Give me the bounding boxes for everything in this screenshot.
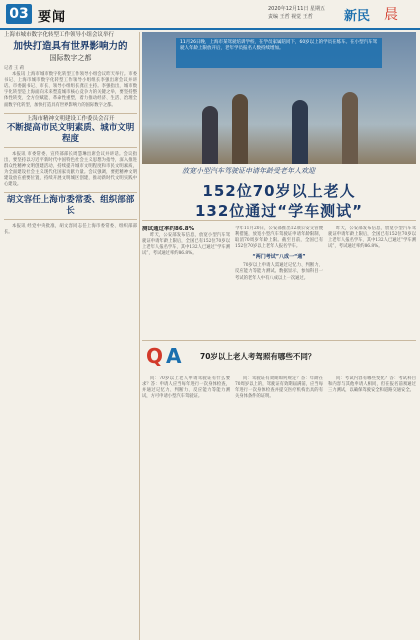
second-article-body: 本报讯 市委常委、宣传部部长周慧琳出席会议并讲话。会议指出，要坚持以习近平新时代中国特色社会主义思想为指导，深入推进群众性精神文明创建活动，持续提升城市文明程度和市民文明素质，为全面建设社会主义现代化国家贡献力量。会议强调，要把精神文明建设放在重要位置，持续开展文明城区创建，推动新时代文明实践中心建设。 xyxy=(4,151,137,188)
qa-column-1-text: 问：70岁以上老人申请驾驶证有什么要求？答：申请人应当每年进行一次身体检查，并通过记忆力、判断力、反应能力等能力测试，方可申请小型汽车驾驶证。 xyxy=(142,376,230,400)
feature-column-2 xyxy=(235,226,323,336)
feature-column-3-text: 昨天，公安部发布信息，放宽小型汽车驾驶证申请年龄上限后，全国已有152位70岁以上老年人报名学车，其中132人已通过“学车测试”，考试通过率约86.8%。 xyxy=(328,226,416,250)
feature-column-3 xyxy=(328,226,416,336)
third-article-headline: 胡文容任上海市委常委、组织部部长 xyxy=(6,195,135,217)
article-byline: 记者 王 莉 xyxy=(4,66,24,71)
qa-header xyxy=(142,340,416,373)
second-article-headline-box xyxy=(4,113,137,148)
qa-title: 70岁以上老人考驾照有哪些不同？ xyxy=(200,352,316,361)
page-number: 03 xyxy=(6,4,32,24)
feature-columns xyxy=(142,226,416,336)
article-body: 本报讯 上海市城市数字化转型工作领导小组会议昨天举行。市委书记、上海市城市数字化转型工作领导小组组长李强出席会议并讲话。市委副书记、市长、领导小组组长龚正主持。李强指出，城市数字化转型是上海面向未来塑造城市核心竞争力的关键之举，要坚持整体性转变、全方位赋能、革命性重塑，着力推动经济、生活、治理全面数字化转型，加快打造具有世界影响力的国际数字之都。 xyxy=(4,72,137,108)
logo-text: 新民 xyxy=(344,9,371,24)
feature-column-2-text: 70岁以上申请人需通过记忆力、判断力、反应能力等能力测试。数据显示，参加科目一考试的老年人中有八成以上一次通过。 xyxy=(235,263,323,281)
feature-tagline xyxy=(142,164,416,178)
article-kicker: 上海市城市数字化转型工作领导小组会议举行 xyxy=(4,32,115,38)
editor-line: 责编 王哲 视觉 王哲 xyxy=(268,14,313,20)
article-headline: 加快打造具有世界影响力的 xyxy=(13,41,128,52)
photo-figure xyxy=(202,106,218,164)
logo-mark: 晨 xyxy=(384,7,398,23)
feature-story xyxy=(142,32,416,640)
feature-column-1-text: 昨天，公安部发布信息，放宽小型汽车驾驶证申请年龄上限后，全国已有152位70岁以上老年人报名学车，其中132人已通过“学车测试”，考试通过率约86.8%。 xyxy=(142,233,230,257)
feature-column-1 xyxy=(142,226,230,336)
date-line: 2020年12月11日 星期五 xyxy=(268,6,326,12)
feature-rule xyxy=(142,220,416,221)
third-article-body: 本报讯 经党中央批准，胡文容同志任上海市委常委、组织部部长。 xyxy=(4,224,137,236)
qa-column-3-text: 问：考试内容有哪些变化？答：考试科目和内容与其他申请人相同，但在报名前须通过三力测试，以确保驾驶安全和道路交通安全。 xyxy=(328,376,416,394)
article-headline-line2: 国际数字之都 xyxy=(49,54,92,62)
photo-figure xyxy=(342,92,358,164)
qa-column-1 xyxy=(142,376,230,640)
feature-headline-line2: 132位通过“学车测试” xyxy=(194,202,364,220)
newspaper-logo xyxy=(340,2,414,24)
qa-column-2-text: 问：驾驶证有效期如何规定？答：年龄在70周岁以上的，驾驶证有效期届满前，应当每年进行一次身体检查并提交医疗机构出具的有关身体条件的证明。 xyxy=(235,376,323,400)
feature-column-2-subhead: “两门考试”八成一“通” xyxy=(252,254,306,261)
second-article-kicker: 上海市精神文明建设工作委员会召开 xyxy=(26,115,115,122)
qa-column-2 xyxy=(235,376,323,640)
column-divider xyxy=(139,32,140,640)
qa-a-letter: A xyxy=(166,344,182,368)
qa-q-letter: Q xyxy=(146,344,164,368)
feature-column-1-label: 测试通过率约86.8% xyxy=(142,226,195,232)
photo-caption: 11月26日晚，上海市某驾驶培训学校，在学员家属陪同下，60岁以上的学员在练车。在小型汽车驾驶人年龄上限放开后，老年学员报名人数持续增加。 xyxy=(176,38,382,68)
section-title: 要闻 xyxy=(38,10,67,25)
photo-figure xyxy=(232,94,248,164)
feature-photo xyxy=(142,32,416,164)
second-article-headline: 不断提高市民文明素质、城市文明程度 xyxy=(6,122,135,144)
feature-headline-line1: 152位70岁以上老人 xyxy=(202,182,356,200)
feature-column-2-text-a: 今年11月20日，公安部推出12项公安交管便利措施，放宽小型汽车驾驶证申请年龄限制，取消70周岁年龄上限。截至目前，全国已有152位70岁以上老年人报名学车。 xyxy=(235,226,323,250)
photo-figure xyxy=(292,100,308,164)
feature-tagline-text: 放宽小型汽车驾驶证申请年龄受老年人欢迎 xyxy=(182,167,315,175)
page-header xyxy=(0,0,420,30)
left-column xyxy=(4,32,137,640)
qa-column-3 xyxy=(328,376,416,640)
third-article-headline-box xyxy=(4,192,137,220)
qa-columns xyxy=(142,376,416,640)
